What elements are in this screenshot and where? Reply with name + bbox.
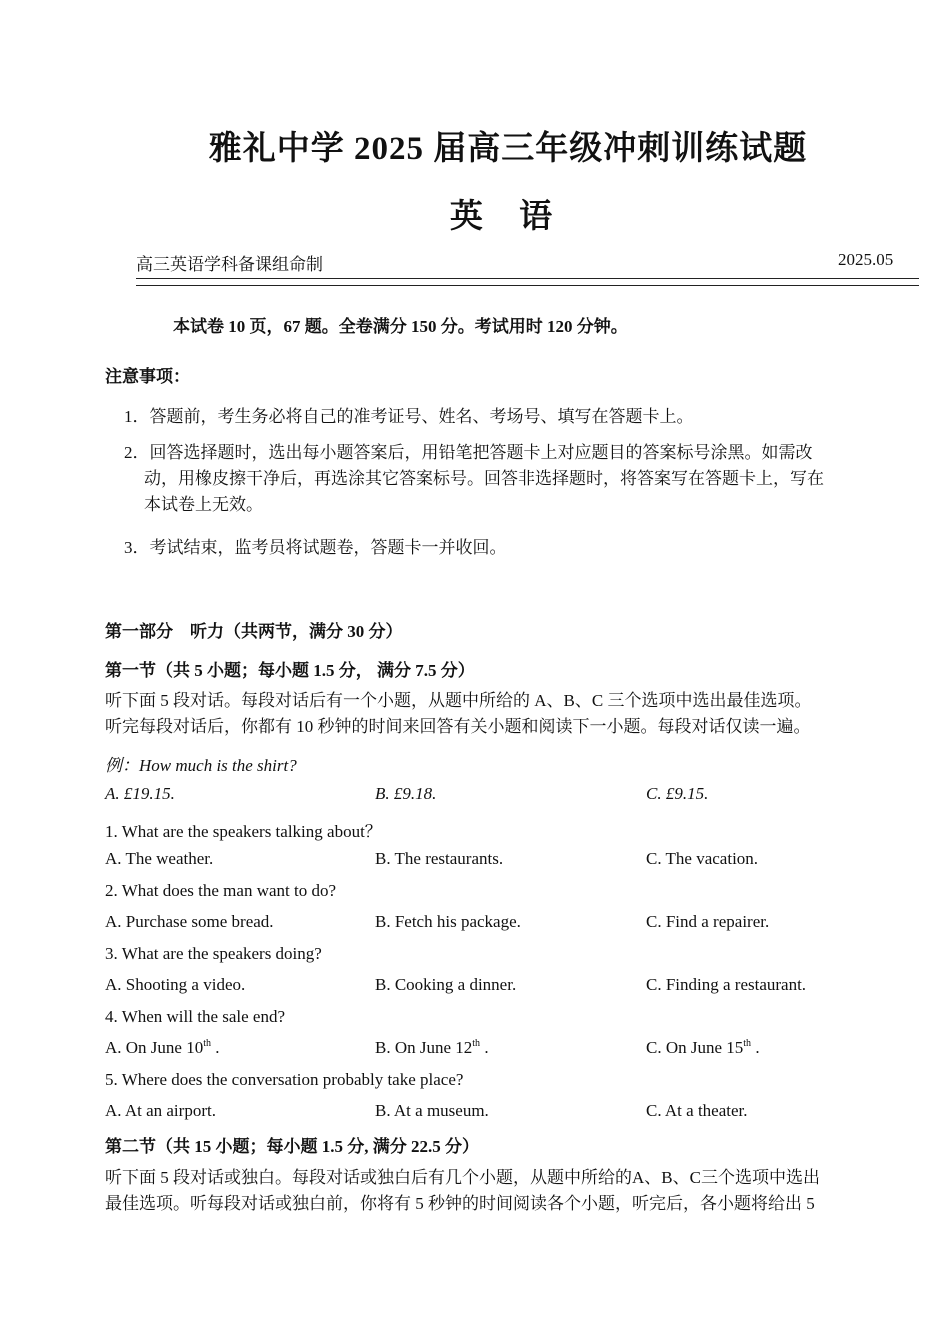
note-item-3: 3．考试结束，监考员将试题卷，答题卡一并收回。 xyxy=(124,538,507,557)
q4-option-b xyxy=(375,1038,489,1058)
q4-option-a-text: A. On June 10 xyxy=(105,1038,204,1057)
q4-option-b-suffix: th xyxy=(472,1038,481,1049)
section2-instruction-line1: 听下面 5 段对话或独白。每段对话或独白后有几个小题，从题中所给的A、B、C三个选项中选出 xyxy=(105,1168,820,1187)
part1-title: 第一部分 听力（共两节，满分 30 分） xyxy=(105,622,403,641)
q1-option-c: C. The vacation. xyxy=(646,849,759,868)
exam-title: 雅礼中学 2025 届高三年级冲刺训练试题 xyxy=(208,131,808,167)
question-4: 4. When will the sale end? xyxy=(105,1007,286,1026)
q4-option-c-text: C. On June 15 xyxy=(646,1038,744,1057)
section2-instructions xyxy=(105,1165,917,1217)
section1-instruction-line2: 听完每段对话后，你都有 10 秒钟的时间来回答有关小题和阅读下一小题。每段对话仅读一遍。 xyxy=(105,717,811,736)
q3-option-b: B. Cooking a dinner. xyxy=(375,975,517,994)
note-item-1: 1．答题前，考生务必将自己的准考证号、姓名、考场号、填写在答题卡上。 xyxy=(124,407,694,426)
exam-summary: 本试卷 10 页，67 题。全卷满分 150 分。考试用时 120 分钟。 xyxy=(173,317,628,336)
example-option-c: C. £9.15. xyxy=(646,784,709,803)
q4-option-c-suffix: th xyxy=(743,1038,752,1049)
q3-option-a: A. Shooting a video. xyxy=(105,975,246,994)
section1-title: 第一节（共 5 小题；每小题 1.5 分， 满分 7.5 分） xyxy=(105,661,475,680)
section2-title: 第二节（共 15 小题；每小题 1.5 分, 满分 22.5 分） xyxy=(105,1137,479,1156)
header-rule-top xyxy=(136,278,919,279)
notes-title: 注意事项： xyxy=(105,367,190,386)
q2-option-c: C. Find a repairer. xyxy=(646,912,770,931)
q4-option-a-end: . xyxy=(211,1038,220,1057)
header-rule-bottom xyxy=(136,285,919,286)
example-option-a: A. £19.15. xyxy=(105,784,175,803)
author-group: 高三英语学科备课组命制 xyxy=(136,255,323,274)
q2-option-b: B. Fetch his package. xyxy=(375,912,521,931)
q4-option-a-suffix: th xyxy=(203,1038,211,1049)
q1-option-b: B. The restaurants. xyxy=(375,849,504,868)
question-5: 5. Where does the conversation probably take place? xyxy=(105,1070,464,1089)
q2-option-a: A. Purchase some bread. xyxy=(105,912,274,931)
example-question: 例：How much is the shirt? xyxy=(105,756,297,775)
q4-option-b-end: . xyxy=(480,1038,489,1057)
q4-option-a xyxy=(105,1038,220,1058)
q1-option-a: A. The weather. xyxy=(105,849,214,868)
question-3: 3. What are the speakers doing? xyxy=(105,944,322,963)
question-2: 2. What does the man want to do? xyxy=(105,881,337,900)
q4-option-b-text: B. On June 12 xyxy=(375,1038,473,1057)
q5-option-c: C. At a theater. xyxy=(646,1101,748,1120)
note-item-2-line3: 本试卷上无效。 xyxy=(144,495,263,514)
q5-option-a: A. At an airport. xyxy=(105,1101,216,1120)
q5-option-b: B. At a museum. xyxy=(375,1101,489,1120)
section2-instruction-line2: 最佳选项。听每段对话或独白前，你将有 5 秒钟的时间阅读各个小题，听完后，各小题将给出 5 xyxy=(105,1194,815,1213)
subject-title: 英 语 xyxy=(449,199,567,235)
example-option-b: B. £9.18. xyxy=(375,784,437,803)
question-1: 1. What are the speakers talking about？ xyxy=(105,822,382,841)
q4-option-c-end: . xyxy=(751,1038,760,1057)
q4-option-c xyxy=(646,1038,760,1058)
q3-option-c: C. Finding a restaurant. xyxy=(646,975,807,994)
section1-instruction-line1: 听下面 5 段对话。每段对话后有一个小题，从题中所给的 A、B、C 三个选项中选出最佳选项。 xyxy=(105,691,812,710)
note-item-2 xyxy=(124,440,919,518)
section1-instructions xyxy=(105,688,917,740)
exam-date: 2025.05 xyxy=(838,250,894,269)
note-item-2-line2: 动，用橡皮擦干净后，再选涂其它答案标号。回答非选择题时，将答案写在答题卡上，写在 xyxy=(144,469,824,488)
note-item-2-line1: 2．回答选择题时，选出每小题答案后，用铅笔把答题卡上对应题目的答案标号涂黑。如需改 xyxy=(124,443,813,462)
